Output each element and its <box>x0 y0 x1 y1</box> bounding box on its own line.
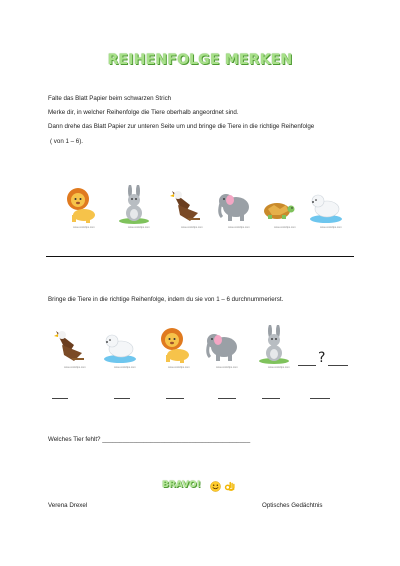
rabbit-icon <box>256 325 292 365</box>
watermark: www.coolclips.com <box>228 226 250 229</box>
eagle-icon <box>52 325 88 365</box>
polar-bear-icon <box>102 325 138 365</box>
watermark: www.coolclips.com <box>64 366 86 369</box>
watermark: www.coolclips.com <box>320 226 342 229</box>
watermark: www.coolclips.com <box>274 226 296 229</box>
footer-author: Verena Drexel <box>48 502 88 509</box>
watermark: www.coolclips.com <box>114 366 136 369</box>
instruction-2: Merke dir, in welcher Reihenfolge die Tiere oberhalb angeordnet sind. <box>48 109 239 116</box>
footer-subject: Optisches Gedächtnis <box>262 502 323 509</box>
fold-line <box>46 256 354 257</box>
instruction-1: Falte das Blatt Papier beim schwarzen Strich <box>48 95 172 102</box>
instruction-3: Dann drehe das Blatt Papier zur unteren Seite um und bringe die Tiere in die richtige Reihenfolge <box>48 123 315 130</box>
lion-icon <box>62 185 98 225</box>
watermark: www.coolclips.com <box>168 366 190 369</box>
polar-bear-icon <box>308 185 344 225</box>
watermark: www.coolclips.com <box>216 366 238 369</box>
lion-icon <box>156 325 192 365</box>
answer-blank[interactable] <box>52 398 68 399</box>
task-instruction: Bringe die Tiere in die richtige Reihenfolge, indem du sie von 1 – 6 durchnummerierst. <box>48 296 284 303</box>
answer-blank[interactable] <box>218 398 236 399</box>
question-mark: ? <box>318 350 326 366</box>
answer-blank[interactable] <box>262 398 280 399</box>
missing-animal-line-right <box>328 365 348 366</box>
elephant-icon <box>204 325 240 365</box>
bravo-label: BRAVO! <box>162 480 201 490</box>
missing-animal-question[interactable]: Welches Tier fehlt? ___________________________________________ <box>48 436 251 443</box>
eagle-icon <box>168 185 204 225</box>
watermark: www.coolclips.com <box>73 226 95 229</box>
answer-blank[interactable] <box>310 398 330 399</box>
instruction-4: ( von 1 – 6). <box>50 138 84 145</box>
turtle-icon <box>260 185 296 225</box>
missing-animal-line-left <box>298 365 316 366</box>
answer-blank[interactable] <box>166 398 184 399</box>
rabbit-icon <box>116 185 152 225</box>
answer-blank[interactable] <box>114 398 130 399</box>
watermark: www.coolclips.com <box>128 226 150 229</box>
ok-hand-icon <box>224 479 235 497</box>
page-title: REIHENFOLGE MERKEN <box>107 52 293 68</box>
watermark: www.coolclips.com <box>268 366 290 369</box>
smiley-icon <box>210 479 221 497</box>
watermark: www.coolclips.com <box>181 226 203 229</box>
elephant-icon <box>216 185 252 225</box>
